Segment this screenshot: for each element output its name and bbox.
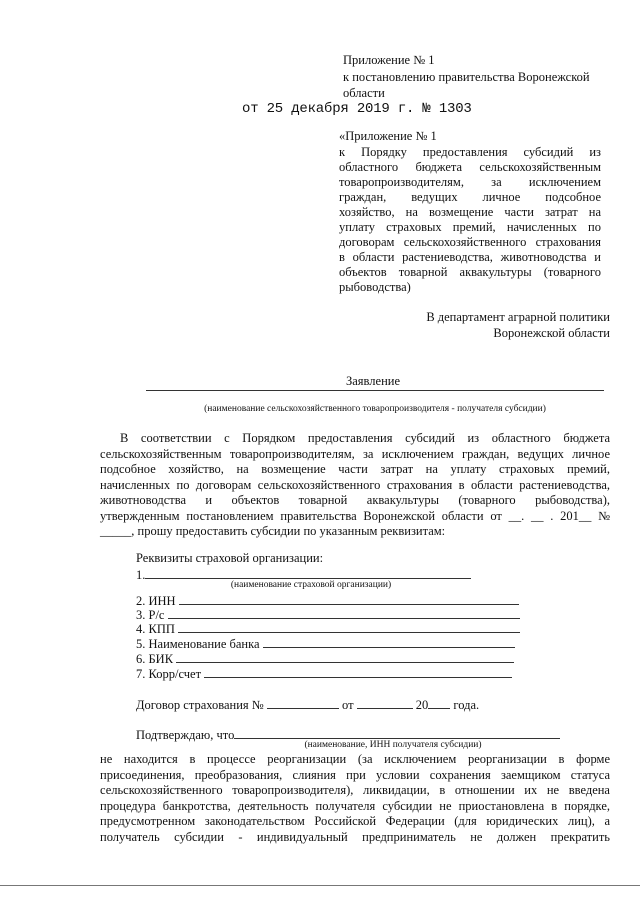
insurer-name-field[interactable] [145,566,471,579]
confirm-text-line: процедура банкротства, деятельность получателя субсидии не приостановлена в порядке, [100,798,610,813]
contract-label: Договор страхования № [136,698,264,712]
requisite-label: 2. ИНН [136,594,176,608]
contract-year-prefix: 20 [415,698,429,712]
body-line: сельскохозяйственным товаропроизводителям, за исключением граждан, ведущих личное [100,446,610,461]
body-line: В соответствии с Порядком предоставления субсидий из областного бюджета [120,431,610,445]
account-field[interactable] [168,606,520,619]
bank-name-field[interactable] [263,635,515,648]
requisite-corr [136,665,512,682]
confirm-text-line: не находится в процессе реорганизации (за исключением реорганизации в форме [100,752,610,766]
inner-line: областного бюджета сельскохозяйственным [339,160,601,174]
contract-from-word: от [341,698,354,712]
applicant-caption: (наименование сельскохозяйственного товаропроизводителя - получателя субсидии) [204,404,546,414]
inner-line: граждан, ведущих личное подсобное [339,190,601,204]
recipient-name-field[interactable] [234,726,560,739]
body-line: животноводства и объектов товарной аквакультуры (товарного рыбоводства), [100,493,610,507]
inner-line: договорам сельскохозяйственного страхования [339,235,601,249]
confirm-text-line: предусмотренном законодательством Российской Федерации (для юридических лиц), а [100,814,610,828]
bik-field[interactable] [176,650,514,663]
resolution-line: к постановлению правительства Воронежской [343,70,590,84]
page-edge-line [0,885,640,886]
body-line: подсобное хозяйство, на возмещение части затрат на уплату страховых премий, [100,462,610,476]
statement-title: Заявление [346,374,401,388]
body-paragraph [100,431,610,540]
confirm-text-line: сельскохозяйственного товаропроизводителя), ликвидации, в отношении их не введена [100,783,610,797]
confirm-label: Подтверждаю, что [136,728,235,742]
inner-line: хозяйство, на возмещение части затрат на [339,205,601,219]
requisite-1-label: 1. [136,568,146,582]
requisite-label: 6. БИК [136,652,174,666]
contract-date-field[interactable] [357,696,413,709]
inner-appendix-text [339,145,601,295]
addressee-line1: В департамент аграрной политики [426,310,610,324]
requisite-label: 7. Корр/счет [136,667,202,681]
contract-year-field[interactable] [428,696,450,709]
region-word: области [343,86,385,100]
appendix-title: Приложение № 1 [343,53,435,67]
addressee-line2: Воронежской области [493,326,610,340]
body-line: утвержденным постановлением правительства Воронежской области от __. __ . 201__ № [100,508,610,523]
contract-number-field[interactable] [267,696,339,709]
inn-field[interactable] [179,592,519,605]
inner-line: объектов товарной аквакультуры (товарного [339,265,601,279]
corr-account-field[interactable] [204,665,512,678]
requisite-label: 5. Наименование банка [136,637,260,651]
inner-line: к Порядку предоставления субсидий из [339,145,601,159]
applicant-name-line [146,390,604,391]
kpp-field[interactable] [178,620,520,633]
confirm-text-line: присоединения, преобразования, слияния при условии сохранения заемщиком статуса [100,767,610,782]
confirm-caption: (наименование, ИНН получателя субсидии) [304,740,482,750]
contract-year-suffix: года. [453,698,480,712]
inner-line: в области растениеводства, животноводства и [339,250,601,264]
inner-line: рыбоводства) [339,280,411,294]
inner-line: уплату страховых премий, начисленных по [339,220,601,234]
inner-appendix-title: «Приложение № 1 [339,129,437,143]
confirm-text-line: получатель субсидии - индивидуальный предприниматель не должен прекратить [100,829,610,844]
requisite-label: 4. КПП [136,622,175,636]
requisites-heading: Реквизиты страховой организации: [136,551,324,565]
date-stamp: от 25 декабря 2019 г. № 1303 [242,101,472,117]
contract-line [136,696,479,713]
confirm-paragraph [100,752,610,845]
body-line: начисленных по договорам сельскохозяйственного страхования в области растениеводства, [100,477,610,492]
inner-line: товаропроизводителям, за исключением [339,175,601,189]
requisite-label: 3. Р/с [136,608,165,622]
body-line: _____, прошу предоставить субсидии по указанным реквизитам: [100,524,446,538]
insurer-caption: (наименование страховой организации) [230,580,392,590]
